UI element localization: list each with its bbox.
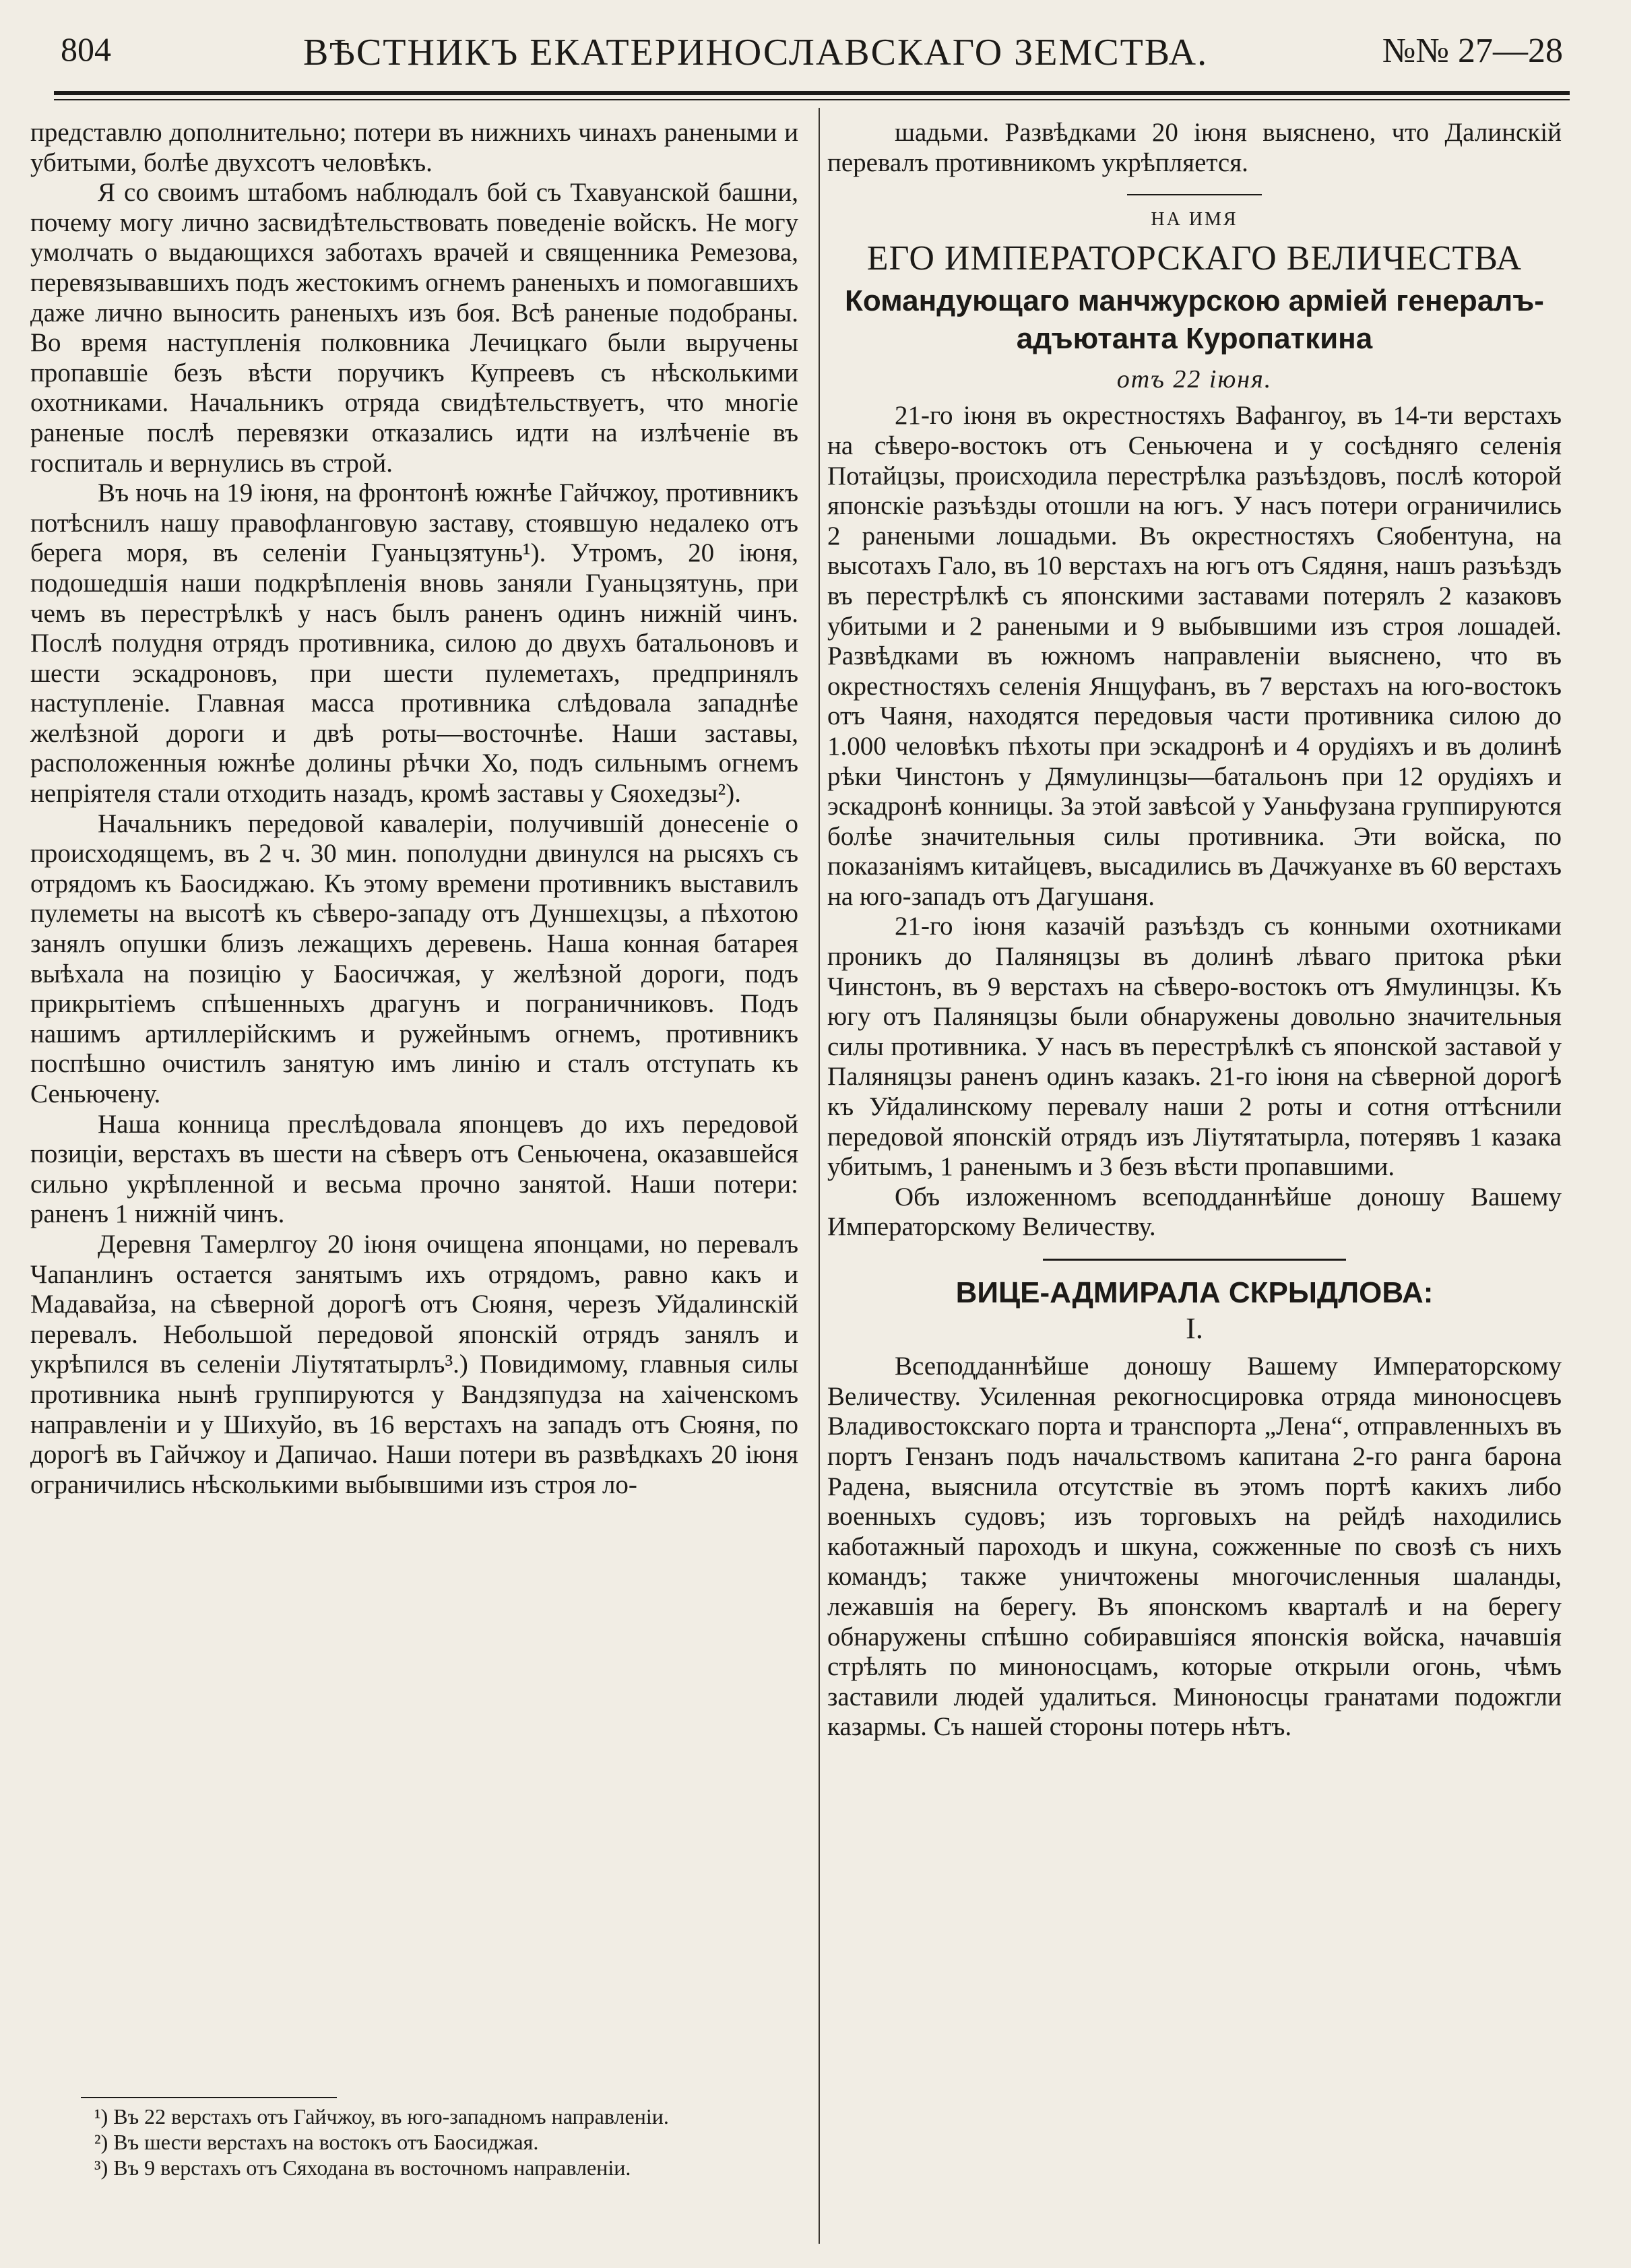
left-paragraph-4: Начальникъ передовой кавалеріи, получившій донесеніе о происходящемъ, въ 2 ч. 30 мин. пополудни двинулся на рысяхъ съ отрядомъ къ Баосиджаю. Къ этому времени противникъ выставилъ пулеметы на высотѣ къ сѣверо-западу отъ Дуншехцзы, а пѣхотою занялъ опушки близъ лежащихъ деревень. Наша конная батарея выѣхала на позицію у Баосичжая, у желѣзной дороги, подъ прикрытіемъ спѣшенныхъ драгунъ и пограничниковъ. Подъ нашимъ артиллерійскимъ и ружейнымъ огнемъ, противникъ поспѣшно очистилъ занятую имъ линію и сталъ отступать къ Сеньючену. bbox=[30, 809, 798, 1108]
column-divider bbox=[819, 108, 820, 2244]
dispatch-date: отъ 22 іюня. bbox=[1116, 365, 1273, 393]
left-paragraph-1: представлю дополнительно; потери въ нижнихъ чинахъ ранеными и убитыми, болѣе двухсотъ человѣкъ. bbox=[30, 118, 798, 177]
header-rule-thin bbox=[54, 99, 1570, 100]
right-paragraph-2: 21-го іюня казачій разъѣздъ съ конными охотниками проникъ до Паляняцзы въ долинѣ лѣваго притока рѣки Чинстонъ, въ 9 верстахъ на сѣверо-востокъ отъ Ямулинцзы. Къ югу отъ Паляняцзы были обнаружены довольно значительныя силы противника. У насъ въ перестрѣлкѣ съ японской заставой у Паляняцзы раненъ одинъ казакъ. 21-го іюня на сѣверной дорогѣ къ Уйдалинскому перевалу наши 2 роты и сотня оттѣснили передовой японскій отрядъ изъ Ліутятатырла, потерявъ 1 казака убитымъ, 1 раненымъ и 3 безъ вѣсти пропавшими. bbox=[827, 912, 1562, 1182]
left-paragraph-6: Деревня Тамерлгоу 20 іюня очищена японцами, но перевалъ Чапанлинъ остается занятымъ ихъ отрядомъ, равно какъ и Мадавайза, на сѣверной дорогѣ отъ Сюяня, черезъ Уйдалинскій перевалъ. Небольшой передовой японскій отрядъ занялъ и укрѣпился въ селеніи Ліутятатырлъ³.) Повидимому, главныя силы противника нынѣ группируются у Вандзяпудза на хаіченскомъ направленіи и у Шихуйо, въ 16 верстахъ на западъ отъ Сюяня, по дорогѣ въ Гайчжоу и Дапичао. Наши потери въ развѣдкахъ 20 іюня ограничились нѣсколькими выбывшими изъ строя ло- bbox=[30, 1229, 798, 1499]
section-rule-long bbox=[1043, 1259, 1346, 1261]
report-number: I. bbox=[1186, 1311, 1203, 1345]
issue-number: №№ 27—28 bbox=[1382, 32, 1563, 70]
right-column bbox=[827, 118, 1562, 1742]
left-column bbox=[30, 118, 798, 1500]
footnote-2: ²) Въ шести верстахъ на востокъ отъ Баосиджая. bbox=[94, 2130, 539, 2154]
dispatch-addressee-label: НА ИМЯ bbox=[1151, 209, 1238, 230]
left-paragraph-3: Въ ночь на 19 іюня, на фронтонѣ южнѣе Гайчжоу, противникъ потѣснилъ нашу правофланговую заставу, стоявшую недалеко отъ берега моря, въ селеніи Гуаньцзятунь¹). Утромъ, 20 іюня, подошедшія наши подкрѣпленія вновь заняли Гуаньцзятунь, при чемъ въ перестрѣлкѣ у насъ былъ раненъ одинъ нижній чинъ. Послѣ полудня отрядъ противника, силою до двухъ батальоновъ и шести эскадроновъ, при шести пулеметахъ, предпринялъ наступленіе. Главная масса противника слѣдовала западнѣе желѣзной дороги и двѣ роты—восточнѣе. Наши заставы, расположенныя южнѣе долины рѣчки Хо, подъ сильнымъ огнемъ непріятеля стали отходить назадъ, кромѣ заставы у Сяохедзы²). bbox=[30, 478, 798, 809]
footnotes bbox=[40, 2104, 795, 2180]
dispatch-addressee: ЕГО ИМПЕРАТОРСКАГО ВЕЛИЧЕСТВА bbox=[866, 239, 1523, 278]
admiral-heading: ВИЦЕ-АДМИРАЛА СКРЫДЛОВА: bbox=[955, 1276, 1434, 1309]
admiral-paragraph: Всеподданнѣйше доношу Вашему Императорскому Величеству. Усиленная рекогносцировка отряда миноносцевъ Владивостокскаго порта и транспорта „Лена“, отправленныхъ въ портъ Гензанъ подъ начальствомъ капитана 2-го ранга барона Радена, выяснила отсутствіе въ этомъ портѣ какихъ либо военныхъ судовъ; изъ торговыхъ на рейдѣ находились каботажный пароходъ и шкуна, сожженные по свозѣ съ нихъ командъ; также уничтожены многочисленныя шаланды, лежавшія на берегу. Въ японскомъ кварталѣ и на берегу обнаружены спѣшно собиравшіяся японскія войска, начавшія стрѣлять по миноносцамъ, которые открыли огонь, чѣмъ заставили людей удалиться. Миноносцы гранатами подожгли казармы. Съ нашей стороны потерь нѣтъ. bbox=[827, 1352, 1562, 1742]
section-rule-short bbox=[1127, 194, 1262, 195]
right-intro-paragraph: шадьми. Развѣдками 20 іюня выяснено, что Далинскій перевалъ противникомъ укрѣпляется. bbox=[827, 118, 1562, 177]
footnote-1: ¹) Въ 22 верстахъ отъ Гайчжоу, въ юго-западномъ направленіи. bbox=[94, 2104, 669, 2129]
right-paragraph-3: Объ изложенномъ всеподданнѣйше доношу Вашему Императорскому Величеству. bbox=[827, 1182, 1562, 1242]
footnote-rule bbox=[81, 2097, 337, 2098]
left-paragraph-2: Я со своимъ штабомъ наблюдалъ бой съ Тхавуанской башни, почему могу лично засвидѣтельствовать поведеніе войскъ. Не могу умолчать о выдающихся заботахъ врачей и священника Ремезова, перевязывавшихъ подъ жестокимъ огнемъ раненыхъ и помогавшихъ даже лично выносить раненыхъ изъ боя. Всѣ раненые подобраны. Во время наступленія полковника Лечицкаго были выручены пропавшіе безъ вѣсти поручикъ Купреевъ съ нѣсколькими охотниками. Начальникъ отряда свидѣтельствуетъ, что многіе раненые послѣ перевязки отказались идти на излѣченіе въ госпиталь и вернулись въ строй. bbox=[30, 178, 798, 478]
page-number: 804 bbox=[61, 30, 111, 68]
left-paragraph-5: Наша конница преслѣдовала японцевъ до ихъ передовой позиціи, верстахъ въ шести на сѣверъ отъ Сеньючена, оказавшейся сильно укрѣпленной и весьма прочно занятой. Наши потери: раненъ 1 нижній чинъ. bbox=[30, 1109, 798, 1229]
header-rule-thick bbox=[54, 91, 1570, 95]
footnote-3: ³) Въ 9 верстахъ отъ Сяходана въ восточномъ направленіи. bbox=[94, 2155, 631, 2180]
page-header bbox=[54, 27, 1570, 81]
dispatch-sender-heading: Командующаго манчжурскою арміей генералъ-адъютанта Куропаткина bbox=[845, 284, 1544, 355]
right-paragraph-1: 21-го іюня въ окрестностяхъ Вафангоу, въ 14-ти верстахъ на сѣверо-востокъ отъ Сеньючена и у сосѣдняго селенія Потайцзы, происходила перестрѣлка разъѣздовъ, послѣ которой японскіе разъѣзды отошли на югъ. У насъ потери ограничились 2 ранеными лошадьми. Въ окрестностяхъ Сяобентуна, на высотахъ Гало, въ 10 верстахъ на югъ отъ Сядяня, нашъ разъѣздъ въ перестрѣлкѣ съ японскими заставами потерялъ 2 казаковъ убитыми и 2 ранеными и 9 выбывшими изъ строя лошадей. Развѣдками въ южномъ направленіи выяснено, что въ окрестностяхъ селенія Янщуфанъ, въ 7 верстахъ на юго-востокъ отъ Чаяня, находятся передовыя части противника силою до 1.000 человѣкъ пѣхоты при эскадронѣ и 4 орудіяхъ и въ долинѣ рѣки Чинстонъ у Дямулинцзы—батальонъ при 12 орудіяхъ и эскадронѣ конницы. За этой завѣсой у Уаньфузана группируются болѣе значительныя силы противника. Эти войска, по показаніямъ китайцевъ, высадились въ Дачжуанхе въ 60 верстахъ на юго-западъ отъ Дагушаня. bbox=[827, 401, 1562, 911]
journal-title: ВѢСТНИКЪ ЕКАТЕРИНОСЛАВСКАГО ЗЕМСТВА. bbox=[303, 32, 1209, 73]
